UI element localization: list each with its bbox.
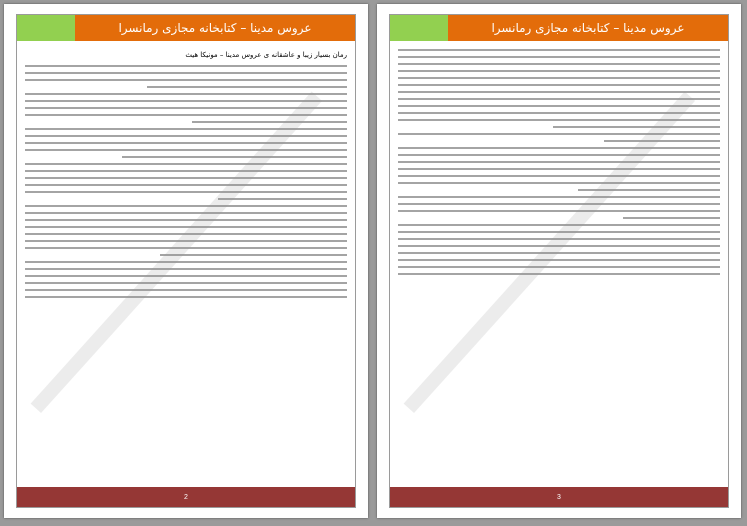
- text-block: [25, 93, 347, 123]
- page-body: [25, 49, 347, 477]
- header-accent: [390, 15, 448, 41]
- header-title: عروس مدینا – کتابخانه مجازی رمانسرا: [448, 15, 728, 41]
- text-block: [25, 205, 347, 256]
- page-number: 3: [557, 493, 561, 501]
- text-block: [25, 261, 347, 298]
- text-block: [398, 49, 720, 65]
- page-left: [4, 4, 368, 518]
- page-header: [390, 15, 728, 41]
- text-block: [25, 163, 347, 200]
- page-frame: [16, 14, 356, 508]
- text-block: [398, 70, 720, 128]
- text-block: [398, 133, 720, 142]
- text-block: [398, 224, 720, 275]
- text-block: [398, 147, 720, 191]
- text-block: [398, 196, 720, 219]
- page-body: [398, 49, 720, 477]
- page-footer: [17, 487, 355, 507]
- page-footer: [390, 487, 728, 507]
- page-frame: [389, 14, 729, 508]
- header-accent: [17, 15, 75, 41]
- book-title-line: رمان بسیار زیبا و عاشقانه ی عروس مدینا – مونیکا هیث: [185, 51, 347, 59]
- page-right: [377, 4, 741, 518]
- text-block: [25, 65, 347, 88]
- text-block: [25, 128, 347, 158]
- page-header: [17, 15, 355, 41]
- header-title: عروس مدینا – کتابخانه مجازی رمانسرا: [75, 15, 355, 41]
- page-number: 2: [184, 493, 188, 501]
